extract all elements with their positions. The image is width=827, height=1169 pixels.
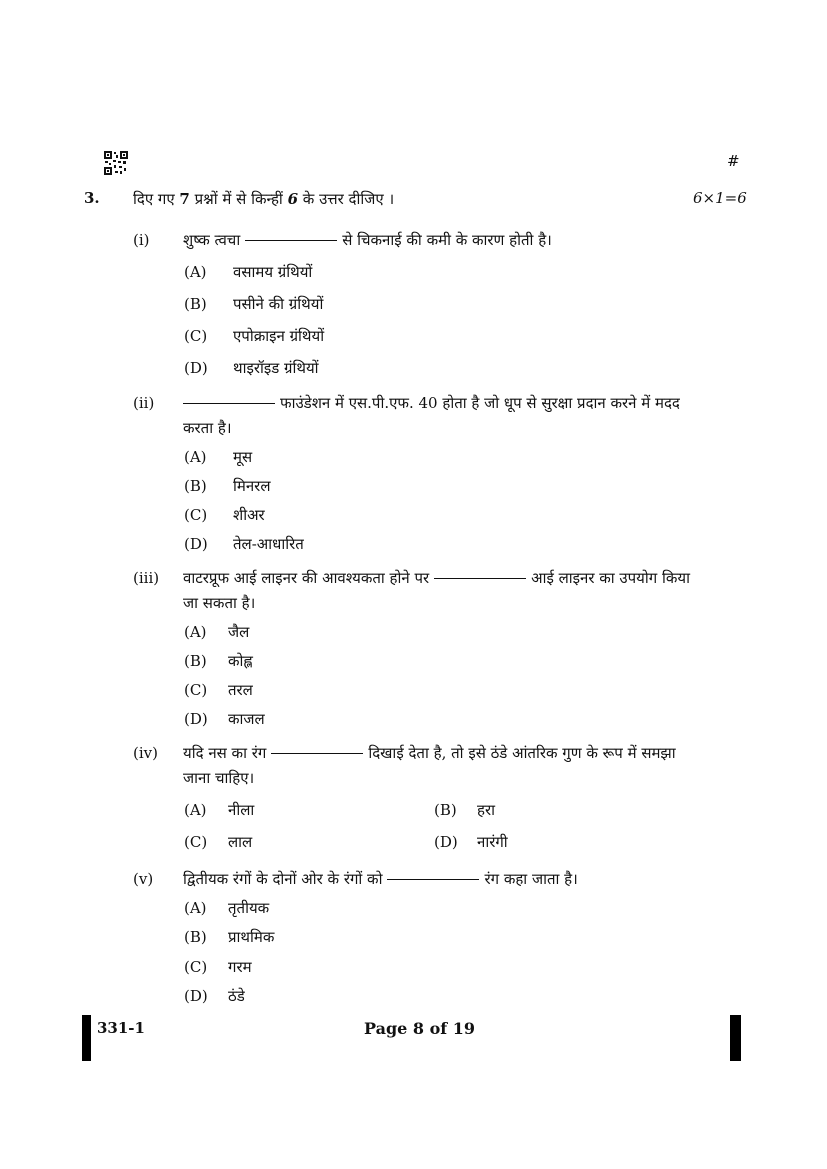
option-text: मिनरल	[233, 477, 271, 495]
option-text: तृतीयक	[228, 899, 270, 917]
option-letter: (B)	[184, 928, 207, 946]
page-number: Page 8 of 19	[364, 1019, 475, 1038]
qr-code-icon	[104, 151, 128, 175]
paper-code: 331-1	[97, 1019, 145, 1037]
page-hash-mark: #	[727, 152, 740, 170]
option-text: नारंगी	[477, 833, 508, 851]
subquestion-text-continued: जा सकता है।	[183, 594, 256, 612]
answer-blank	[434, 578, 526, 579]
option-text: एपोक्राइन ग्रंथियों	[233, 327, 325, 345]
subquestion-text-continued: जाना चाहिए।	[183, 769, 255, 787]
option-text: गरम	[228, 958, 252, 976]
option-letter: (C)	[184, 327, 208, 345]
subquestion-number: (iv)	[133, 744, 158, 762]
subquestion-number: (iii)	[133, 569, 160, 587]
answer-blank	[245, 240, 337, 241]
option-text: नीला	[228, 801, 255, 819]
subquestion-text: द्वितीयक रंगों के दोनों ओर के रंगों को रंग कहा जाता है।	[183, 870, 578, 888]
option-letter: (D)	[184, 535, 208, 553]
option-text: ठंडे	[228, 987, 245, 1005]
question-number: 3.	[84, 189, 100, 207]
option-text: थाइरॉइड ग्रंथियों	[233, 359, 319, 377]
question-instruction: दिए गए 7 प्रश्नों में से किन्हीं 6 के उत्तर दीजिए ।	[133, 190, 395, 208]
answer-blank	[271, 753, 363, 754]
subquestion-text-continued: करता है।	[183, 419, 232, 437]
option-letter: (A)	[184, 623, 207, 641]
option-letter: (B)	[184, 652, 207, 670]
option-letter: (B)	[184, 295, 207, 313]
option-text: प्राथमिक	[228, 928, 275, 946]
subquestion-text: शुष्क त्वचा से चिकनाई की कमी के कारण होती है।	[183, 231, 552, 249]
subquestion-text: फाउंडेशन में एस.पी.एफ. 40 होता है जो धूप से सुरक्षा प्रदान करने में मदद	[183, 391, 680, 415]
footer-right-bar	[730, 1015, 741, 1061]
option-text: जैल	[228, 623, 250, 641]
answer-blank	[387, 879, 479, 880]
option-text: कोह्ल	[228, 652, 253, 670]
option-letter: (C)	[184, 958, 208, 976]
option-text: काजल	[228, 710, 265, 728]
option-text: तेल-आधारित	[233, 535, 304, 553]
option-letter: (D)	[434, 833, 458, 851]
option-letter: (D)	[184, 987, 208, 1005]
marks-allocation: 6×1=6	[693, 189, 747, 207]
subquestion-number: (i)	[133, 231, 150, 249]
subquestion-text: वाटरप्रूफ आई लाइनर की आवश्यकता होने पर आई लाइनर का उपयोग किया	[183, 569, 690, 587]
option-text: तरल	[228, 681, 253, 699]
option-letter: (C)	[184, 681, 208, 699]
option-text: मूस	[233, 448, 253, 466]
subquestion-number: (v)	[133, 870, 154, 888]
option-letter: (B)	[184, 477, 207, 495]
footer-left-bar	[82, 1015, 91, 1061]
subquestion-number: (ii)	[133, 394, 155, 412]
option-text: वसामय ग्रंथियों	[233, 263, 313, 281]
option-text: शीअर	[233, 506, 265, 524]
option-letter: (B)	[434, 801, 457, 819]
option-letter: (A)	[184, 801, 207, 819]
answer-blank	[183, 403, 275, 404]
option-letter: (A)	[184, 263, 207, 281]
option-text: पसीने की ग्रंथियों	[233, 295, 324, 313]
option-letter: (A)	[184, 899, 207, 917]
option-text: हरा	[477, 801, 495, 819]
option-letter: (C)	[184, 833, 208, 851]
option-letter: (C)	[184, 506, 208, 524]
option-letter: (A)	[184, 448, 207, 466]
option-letter: (D)	[184, 710, 208, 728]
option-letter: (D)	[184, 359, 208, 377]
option-text: लाल	[228, 833, 253, 851]
subquestion-text: यदि नस का रंग दिखाई देता है, तो इसे ठंडे आंतरिक गुण के रूप में समझा	[183, 744, 676, 762]
